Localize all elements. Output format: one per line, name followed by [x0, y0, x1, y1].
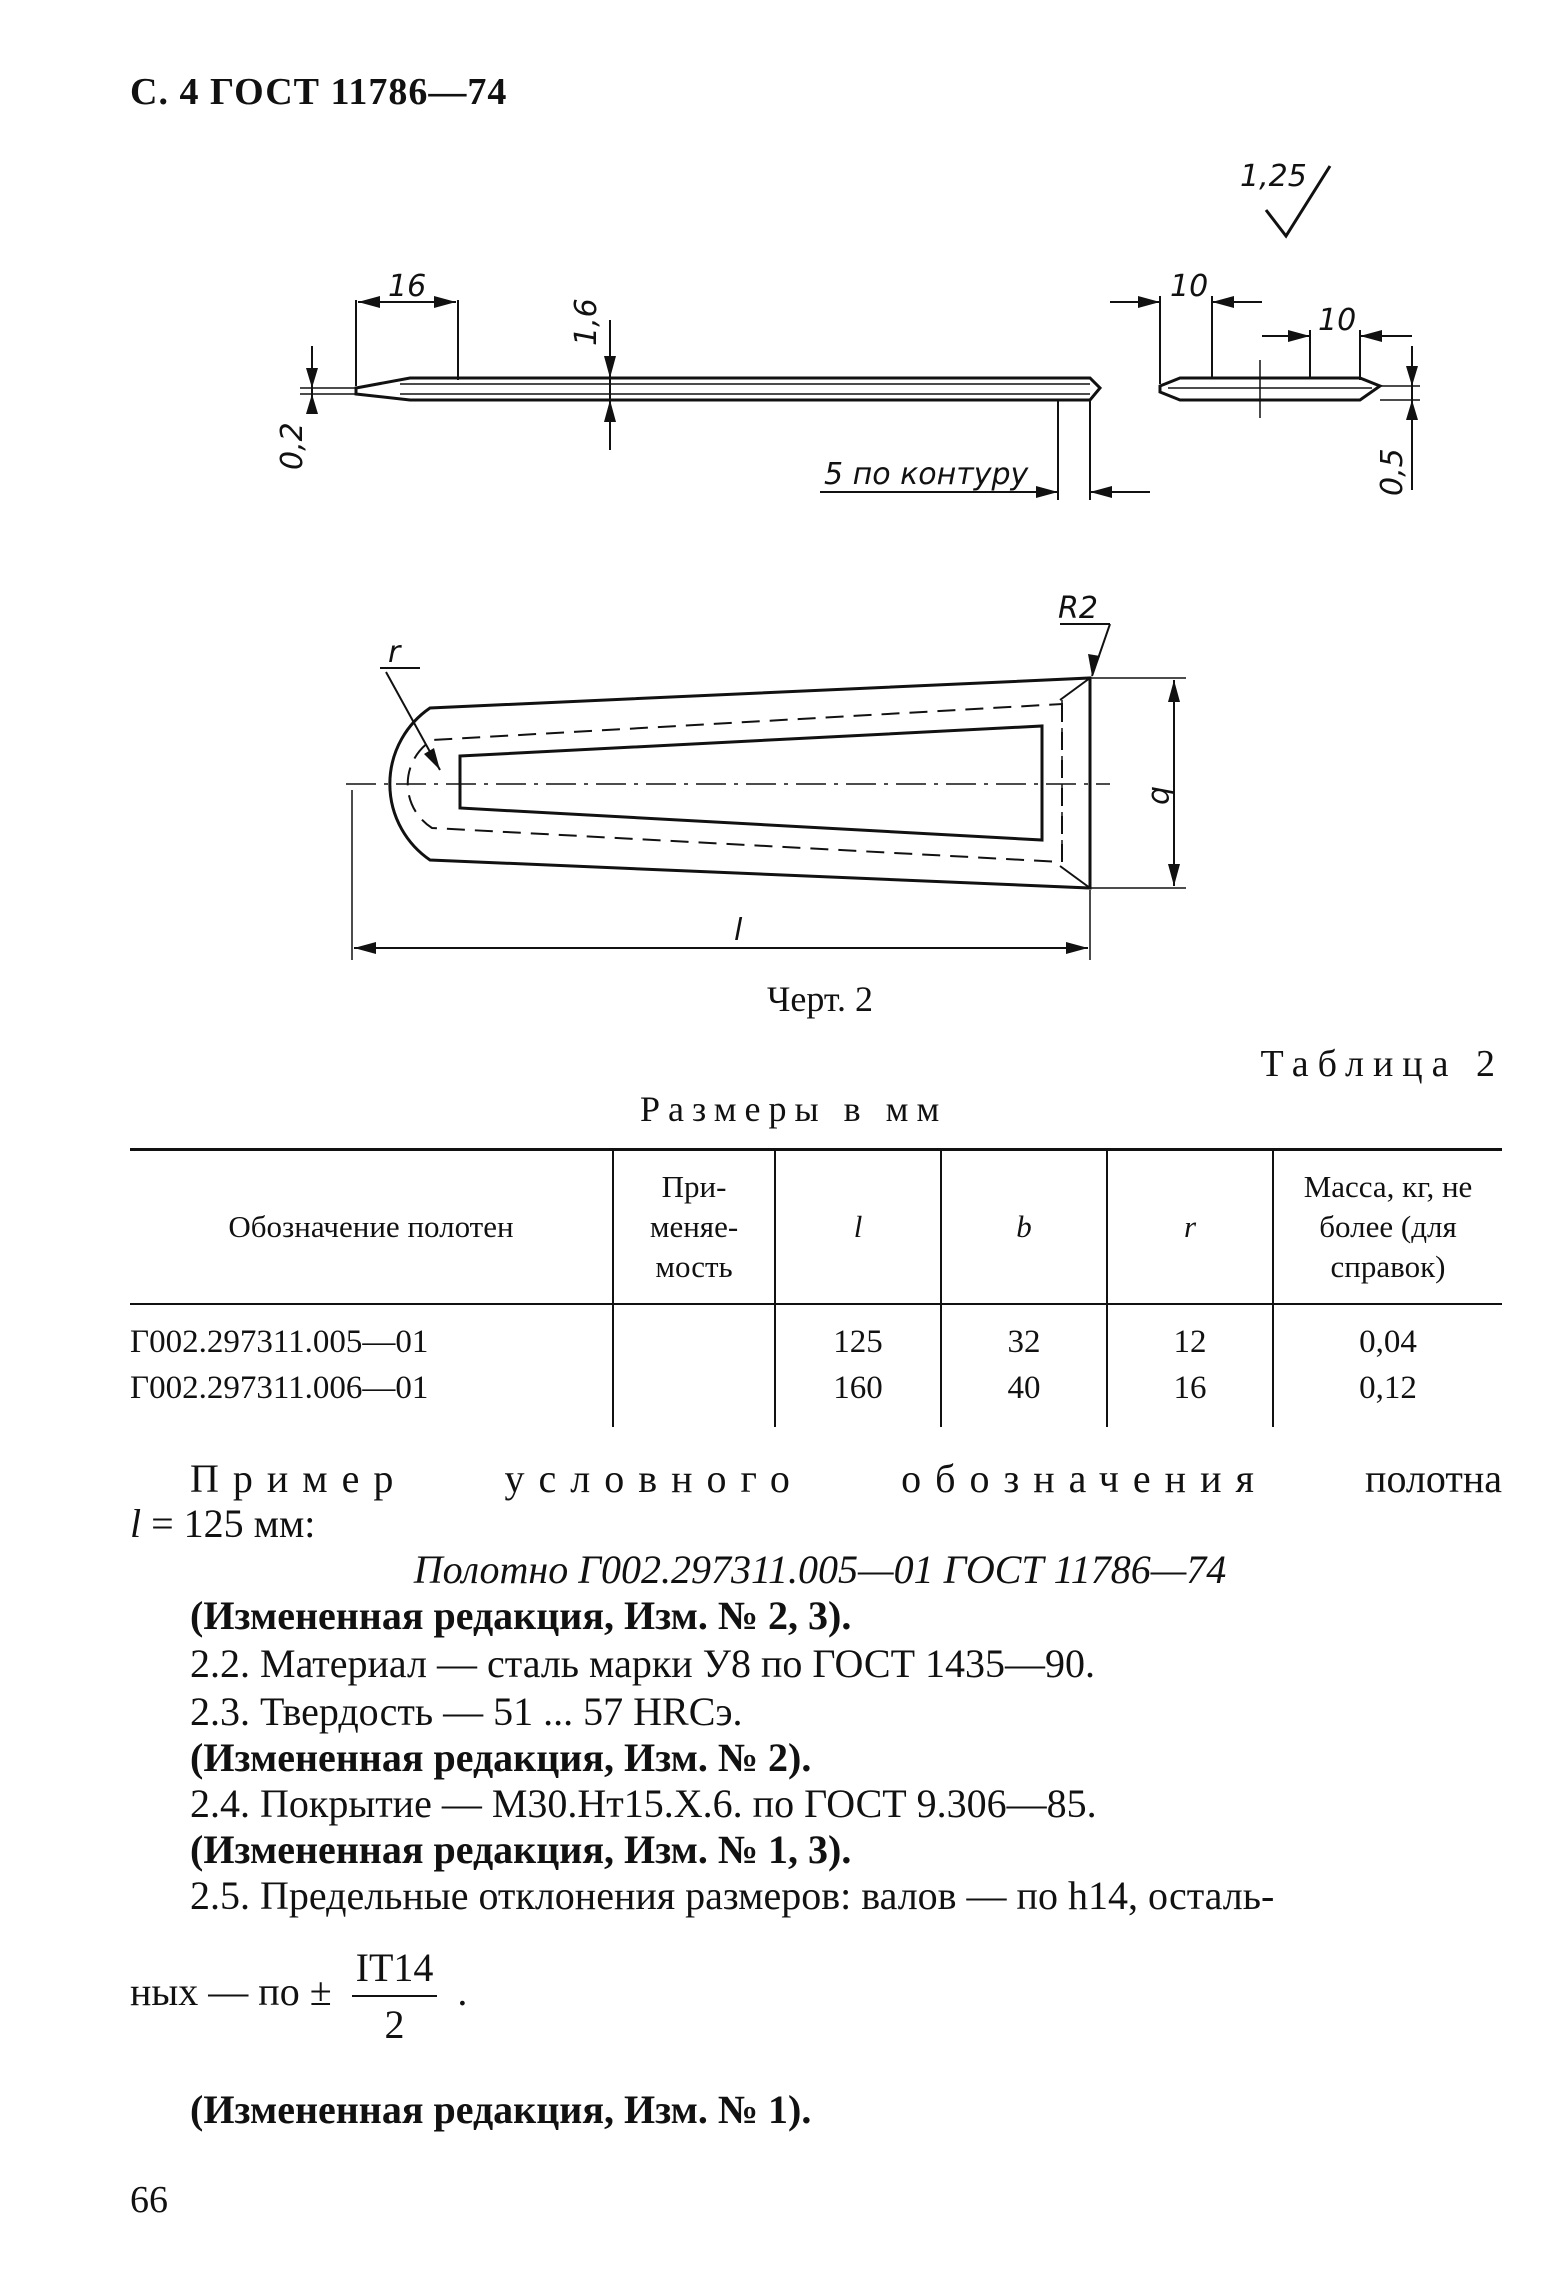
amendment-note: (Измененная редакция, Изм. № 2, 3). — [190, 1593, 852, 1638]
page-header: С. 4 ГОСТ 11786—74 — [130, 71, 508, 113]
col-applicability: При- меняе- мость — [613, 1150, 775, 1305]
col-l: l — [775, 1150, 941, 1305]
amendment-note: (Измененная редакция, Изм. № 1). — [190, 2087, 812, 2132]
technical-drawing — [0, 0, 1564, 1020]
paragraph-2-4: 2.4. Покрытие — М30.Нт15.Х.6. по ГОСТ 9.306—85. — [190, 1781, 1097, 1826]
col-b: b — [941, 1150, 1107, 1305]
paragraph-2-3: 2.3. Твердость — 51 ... 57 HRCэ. — [190, 1689, 743, 1734]
cell-designation: Г002.297311.005—01 — [130, 1323, 429, 1360]
dim-r: r — [388, 635, 401, 670]
blade-section-right — [1110, 296, 1420, 490]
example-heading: Пример условного обозначения полотна — [190, 1456, 1502, 1501]
table-header-row — [130, 1150, 1502, 1305]
table-row — [130, 1365, 1502, 1427]
paragraph-2-2: 2.2. Материал — сталь марки У8 по ГОСТ 1435—90. — [190, 1641, 1095, 1686]
blade-plan-view — [346, 624, 1186, 960]
dim-b: b — [1144, 786, 1179, 806]
table-units: Размеры в мм — [640, 1089, 948, 1129]
cell-l: 125 — [775, 1304, 941, 1365]
dim-0-2: 0,2 — [275, 422, 310, 470]
dim-16: 16 — [388, 269, 427, 304]
cell-l: 160 — [775, 1365, 941, 1427]
table-label: Таблица 2 — [1260, 1043, 1504, 1085]
col-designation: Обозначение полотен — [130, 1150, 613, 1305]
cell-designation: Г002.297311.006—01 — [130, 1369, 429, 1406]
dimensions-table — [130, 1148, 1502, 1427]
cell-b: 32 — [941, 1304, 1107, 1365]
col-mass: Масса, кг, не более (для справок) — [1273, 1150, 1502, 1305]
dim-10-b: 10 — [1318, 303, 1357, 338]
cell-r: 16 — [1107, 1365, 1273, 1427]
paragraph-2-5-continued: ных — по ± $\frac{IT14}{2}$ . — [130, 1945, 468, 2047]
cell-mass: 0,04 — [1273, 1304, 1502, 1365]
roughness-value: 1,25 — [1240, 159, 1307, 194]
dim-l: l — [734, 913, 743, 948]
dim-10-a: 10 — [1170, 269, 1209, 304]
cell-mass: 0,12 — [1273, 1365, 1502, 1427]
paragraph-2-5: 2.5. Предельные отклонения размеров: валов — по h14, осталь- — [190, 1873, 1275, 1918]
cell-applicability — [613, 1304, 775, 1365]
col-r: r — [1107, 1150, 1273, 1305]
drawing-caption: Черт. 2 — [767, 979, 873, 1019]
fraction-it14: $\frac{IT14}{2}$ — [352, 1944, 438, 2048]
cell-b: 40 — [941, 1365, 1107, 1427]
example-designation: Полотно Г002.297311.005—01 ГОСТ 11786—74 — [413, 1547, 1227, 1592]
page-number: 66 — [130, 2179, 168, 2221]
table-row — [130, 1304, 1502, 1365]
cell-r: 12 — [1107, 1304, 1273, 1365]
amendment-note: (Измененная редакция, Изм. № 2). — [190, 1735, 812, 1780]
dim-contour: 5 по контуру — [824, 457, 1029, 492]
cell-applicability — [613, 1365, 775, 1427]
example-length: l = 125 мм: — [130, 1501, 316, 1546]
amendment-note: (Измененная редакция, Изм. № 1, 3). — [190, 1827, 852, 1872]
dim-0-5: 0,5 — [1375, 448, 1410, 496]
dim-r2: R2 — [1058, 591, 1098, 626]
dim-1-6: 1,6 — [569, 298, 604, 346]
